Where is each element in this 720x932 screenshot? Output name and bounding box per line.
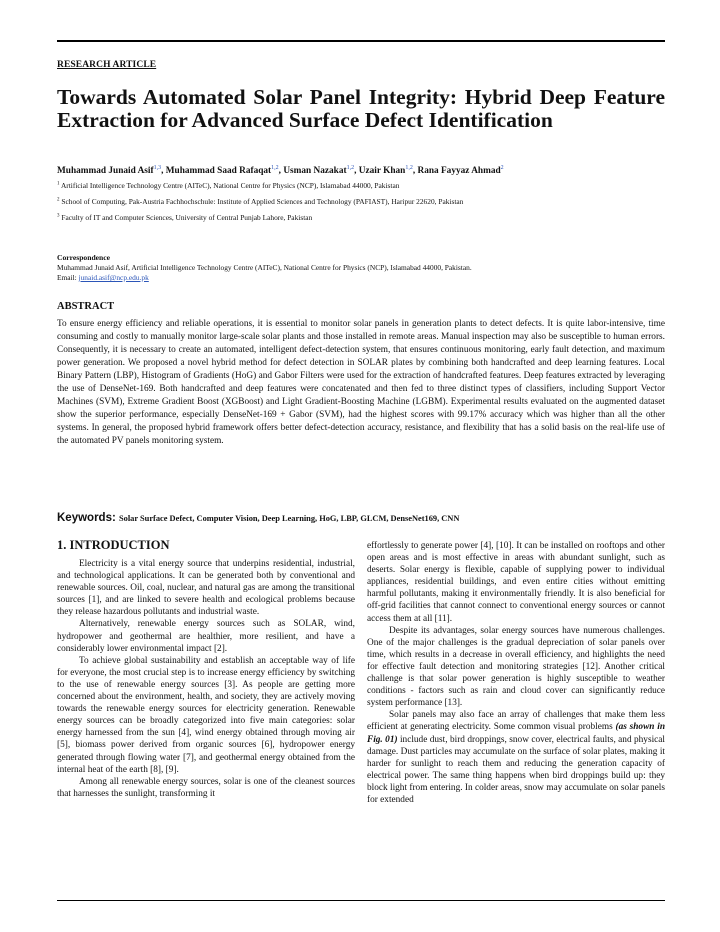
- author-affiliation-mark: 2: [500, 165, 504, 171]
- right-column: [367, 540, 665, 806]
- paragraph: Electricity is a vital energy source that underpins residential, industrial, and technological applications. It can be generated both by conventional and renewable sources. Oil, coal, nuclear, and natural gas are among the transitional sources [1], and are linked to severe health and ecological problems because they release hazardous pollutants and industrial waste.: [57, 559, 355, 618]
- paragraph: Solar panels may also face an array of challenges that make them less efficient at generating electricity. Some common visual problems (as shown in Fig. 01) include dust, bird droppings, snow cover, electrical faults, and physical damage. Dust particles may accumulate on the surface of solar plates, making it harder for sunlight to reach them and reducing the generation capacity of electrical power. The same thing happens when bird droppings build up: they block light from entering. In colder areas, snow may accumulate on solar panels for extended: [367, 710, 665, 805]
- abstract-text: To ensure energy efficiency and reliable operations, it is essential to monitor solar panels in generation plants to detect defects. It is quite labor-intensive, time consuming and costly to manually monitor large-scale solar plants and those installed in remote areas. Manual inspection may also be susceptible to human errors. Consequently, it is necessary to create an automated, intelligent defect-detection system, that ensures continuous monitoring, early fault detection, and maximum power generation. We proposed a novel hybrid method for defect detection in SOLAR plates by combining both handcrafted and deep learning features. Local Binary Pattern (LBP), Histogram of Gradients (HoG) and Gabor Filters were used for the extraction of handcrafted features. Deep features extracted by leveraging the use of DenseNet-169. Both handcrafted and deep features were concatenated and then fed to three distinct types of classifiers, including Support Vector Machines (SVM), Extreme Gradient Boost (XGBoost) and Light Gradient-Boosting Machine (LGBM). Experimental results evaluated on the augmented dataset show the superior performance, especially DenseNet-169 + Gabor (SVM), had the highest scores with 99.17% accuracy which was higher than all the other systems. In general, the proposed hybrid framework offers better defect-detection accuracy, resistance, and flexibility that has a solid basis on the real-life use of the automated PV panels monitoring system.: [57, 319, 665, 447]
- keywords-text: Solar Surface Defect, Computer Vision, Deep Learning, HoG, LBP, GLCM, DenseNet169, CNN: [119, 514, 460, 523]
- affiliation-2: $^2$ School of Computing, Pak-Austria Fachhochschule: Institute of Applied Sciences and Technology (PAFIAST), Haripur 22620, Pakistan: [57, 197, 464, 206]
- article-type-label: RESEARCH ARTICLE: [57, 60, 157, 70]
- author-name: Muhammad Junaid Asif: [57, 166, 154, 177]
- author-affiliation-mark: 1,2: [405, 165, 413, 171]
- author-affiliation-mark: 1,3: [153, 165, 162, 171]
- paper-title: Towards Automated Solar Panel Integrity: Hybrid Deep Feature Extraction for Advanced Surface Defect Identification: [57, 85, 665, 132]
- paragraph: Among all renewable energy sources, solar is one of the cleanest sources that harnesses the sunlight, transforming it: [57, 776, 355, 799]
- author-list: Muhammad Junaid Asif$^{1,3}$, Muhammad Saad Rafaqat$^{1,2}$, Usman Nazakat$^{1,2}$, Uzair Khan$^{1,2}$, Rana Fayyaz Ahmad$^2$: [57, 165, 504, 177]
- email-link[interactable]: junaid.asif@ncp.edu.pk: [78, 273, 149, 282]
- paragraph: Alternatively, renewable energy sources such as SOLAR, wind, hydropower and geothermal are healthier, more resilient, and have a considerably lower environmental impact [2].: [57, 619, 355, 654]
- correspondence-heading: Correspondence: [57, 253, 111, 262]
- correspondence-block: Muhammad Junaid Asif, Artificial Intelligence Technology Centre (AITeC), National Centre for Physics (NCP), Islamabad 44000, Pakistan. Email: junaid.asif@ncp.edu.pk: [57, 263, 472, 282]
- author-name: Muhammad Saad Rafaqat: [165, 166, 272, 177]
- section-heading-introduction: 1. INTRODUCTION: [57, 538, 170, 552]
- author-name: Usman Nazakat: [283, 166, 347, 177]
- paragraph: Despite its advantages, solar energy sources have numerous challenges. One of the major challenges is the gradual depreciation of solar panels over time, which results in a decrease in overall efficiency, and highlights the need for effective fault detection and monitoring strategies [12]. Another critical challenge is that solar power generation is highly susceptible to weather conditions - factors such as rain and cloud cover can significantly reduce system performance [13].: [367, 625, 665, 709]
- top-rule: [57, 40, 665, 42]
- affiliation-3: $^3$ Faculty of IT and Computer Sciences, University of Central Punjab Lahore, Pakistan: [57, 213, 313, 222]
- author-affiliation-mark: 1,2: [271, 165, 279, 171]
- paragraph: To achieve global sustainability and establish an acceptable way of life for everyone, the most crucial step is to increase energy efficiency by switching to the use of renewable energy sources [3]. As people are getting more concerned about the environment, health, and society, they are actively moving towards the renewable energy sources for electricity generation. Renewable energy sources can be broadly categorized into five main categories: solar energy harnessed from the sun [4], wind energy obtained through moving air [5], biomass power derived from organic sources [6], hydropower energy generated through flowing water [7], and geothermal energy obtained from the internal heat of the earth [8], [9].: [57, 655, 355, 775]
- figure-reference: (as shown in Fig. 01): [367, 722, 665, 745]
- keywords-line: [57, 508, 665, 526]
- keywords-label: Keywords:: [57, 512, 119, 524]
- affiliation-1: $^1$ Artificial Intelligence Technology Centre (AITeC), National Centre for Physics (NCP), Islamabad 44000, Pakistan: [57, 181, 400, 190]
- abstract-heading: ABSTRACT: [57, 301, 115, 312]
- paragraph: effortlessly to generate power [4], [10]. It can be installed on rooftops and other open areas and is most effective in areas with abundant sunlight, such as deserts. Solar energy is flexible, capable of supplying power to individual appliances, residential buildings, and even entire cities without emitting harmful pollutants, making it environmentally friendly. It is also beneficial for off-grid facilities that cannot connect to conventional energy sources or cannot access them at all [11].: [367, 541, 665, 624]
- author-name: Rana Fayyaz Ahmad: [417, 166, 501, 177]
- correspondence-line: Muhammad Junaid Asif, Artificial Intelligence Technology Centre (AITeC), National Centre for Physics (NCP), Islamabad 44000, Pakistan.: [57, 263, 472, 272]
- author-affiliation-mark: 1,2: [346, 165, 355, 171]
- author-name: Uzair Khan: [358, 166, 406, 177]
- bottom-rule: [57, 900, 665, 901]
- left-column: [57, 538, 355, 800]
